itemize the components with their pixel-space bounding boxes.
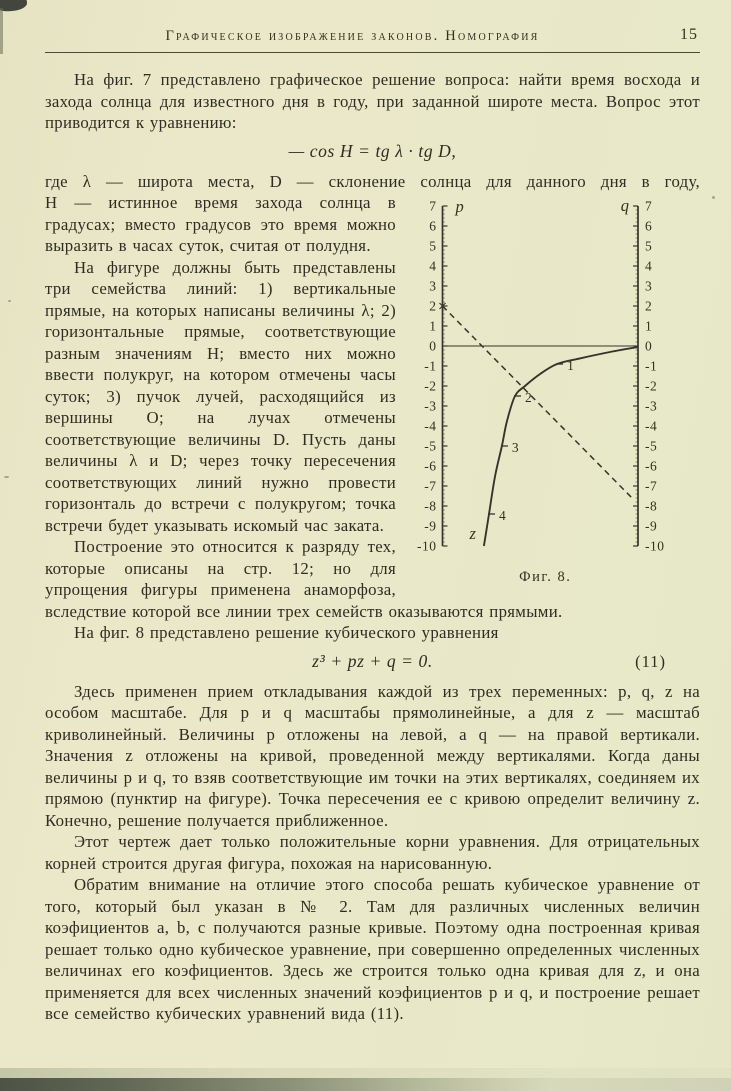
q-axis-tick-label: -7 (645, 478, 658, 494)
page-title: Графическое изображение законов. Номография (165, 28, 540, 44)
q-axis-tick-label: -10 (645, 538, 665, 554)
paper-speck (296, 822, 298, 824)
paragraph-comparison: Обратим внимание на отличие этого способа решать кубическое уравнение от того, который был указан в № 2. Там для различных численных величин коэфициентов a, b, c получаются разные кривые. Поэтому одна построенная кривая решает только одно кубическое уравнение, при совершенно определенных численных величинах его коэфициентов. Здесь же строится только одна кривая для z, и она применяется для всех численных значений коэфициентов p и q, и построение решает все семейство кубических уравнений вида (11). (45, 875, 700, 1023)
q-axis-tick-label: -3 (645, 398, 658, 414)
figure-8-nomogram (405, 194, 730, 591)
q-axis-tick-label: 3 (645, 278, 653, 294)
p-axis-tick-label: 0 (429, 338, 437, 354)
p-axis-tick-label: -2 (424, 378, 437, 394)
p-axis-tick-label: 5 (429, 238, 437, 254)
paper-speck (4, 476, 9, 478)
q-axis-tick-label: -5 (645, 438, 658, 454)
q-axis-tick-label: -4 (645, 418, 658, 434)
z-curve-point-label: 3 (511, 440, 520, 455)
q-axis-tick-label: -2 (645, 378, 658, 394)
scan-corner-smudge (0, 0, 28, 12)
z-curve-point-label: 4 (499, 508, 507, 523)
q-axis-tick-label: 4 (645, 258, 653, 274)
z-curve-point-label: 2 (525, 390, 533, 405)
equation-cubic (45, 651, 700, 672)
scan-bottom-edge (0, 1078, 731, 1091)
q-axis-tick-label: 2 (645, 298, 653, 314)
p-axis-tick-label: 7 (429, 198, 437, 214)
p-axis-tick-label: 3 (429, 278, 437, 294)
paragraph-where-lambda-cont: H — истинное время захода солнца в градусах; вместо градусов это время можно выразить в часах суток, считая от полудня. (45, 193, 396, 255)
q-axis-tick-label: 1 (645, 318, 653, 334)
p-axis-tick-label: -1 (424, 358, 437, 374)
p-axis-tick-label: -4 (424, 418, 437, 434)
p-axis-tick-label: -6 (424, 458, 437, 474)
q-axis-tick-label: 5 (645, 238, 653, 254)
q-axis-tick-label: -9 (645, 518, 658, 534)
q-axis-label: q (620, 196, 629, 215)
paragraph-where-lambda: где λ — широта места, D — склонение солнца для данного дня в году, (45, 171, 700, 191)
p-axis-tick-label: 1 (429, 318, 437, 334)
p-axis-tick-label: -5 (424, 438, 437, 454)
paragraph-fig7-intro: На фиг. 7 представлено графическое решение вопроса: найти время восхода и захода солнца для известного дня в году, при заданной широте места. Вопрос этот приводится к уравнению: (45, 70, 700, 132)
paragraph-scales: Здесь применен прием откладывания каждой из трех переменных: p, q, z на особом масштабе. Для p и q масштабы прямолинейные, а для z — масштаб криволинейный. Величины p отложены на левой, а q — на правой вертикали. Значения z отложены на кривой, проведенной между вертикалями. Когда даны величины p и q, то взяв соответствующие им точки на этих вертикалях, соединяем их прямою (пунктир на фигуре). Точка пересечения ее с кривою определит величину z. Конечно, решение получается приближенное. (45, 681, 700, 830)
paragraph-positive-roots: Этот чертеж дает только положительные корни уравнения. Для отрицательных корней строится другая фигура, похожая на нарисованную. (45, 832, 700, 873)
scan-bottom-fade (0, 1068, 731, 1078)
p-axis-tick-label: 6 (429, 218, 437, 234)
paragraph-anamorphosis: Построение это относится к разряду тех, которые описаны на стр. 12; но для упрощения фигуры применена анаморфоза, вследствие которой все линии трех семейств оказываются прямыми. (45, 537, 563, 621)
p-axis-tick-label: -10 (417, 538, 437, 554)
z-curve-point-label: 1 (567, 358, 575, 373)
paragraph-fig8-intro: На фиг. 8 представлено решение кубического уравнения (74, 623, 499, 642)
paper-speck (712, 196, 715, 199)
equation-cubic-body: z³ + pz + q = 0. (312, 650, 433, 671)
running-head (45, 24, 700, 53)
dashed-example-line (443, 306, 635, 500)
equation-sunset: — cos H = tg λ · tg D, (288, 140, 457, 161)
paragraph-three-families: На фигуре должны быть представлены три семейства линий: 1) вертикальные прямые, на которых написаны величины λ; 2) горизонтальные прямые, соответствующие разным значениям H; вместо них можно ввести полукруг, на котором отмечены часы суток; 3) пучок лучей, расходящийся из вершины O; на лучах отмечены соответствующие величины D. Пусть даны величины λ и D; через точку пересечения соответствующих линий нужно провести горизонталь до встречи с полукругом; точка встречи будет указывать искомый час заката. (45, 257, 396, 535)
scan-left-edge (0, 8, 3, 54)
q-axis-tick-label: 0 (645, 338, 653, 354)
figure-8-svg (405, 194, 730, 591)
p-axis-tick-label: 2 (429, 298, 437, 314)
equation-number: (11) (635, 651, 666, 671)
p-axis-tick-label: -3 (424, 398, 437, 414)
p-axis-tick-label: -8 (424, 498, 437, 514)
q-axis-tick-label: 6 (645, 218, 653, 234)
paper-speck (8, 300, 11, 302)
p-axis-tick-label: -9 (424, 518, 437, 534)
p-axis-tick-label: 4 (429, 258, 437, 274)
q-axis-tick-label: -6 (645, 458, 658, 474)
page-number: 15 (680, 26, 698, 43)
page-content (45, 24, 700, 1025)
q-axis-tick-label: -8 (645, 498, 658, 514)
p-axis-tick-label: -7 (424, 478, 437, 494)
figure-caption: Фиг. 8. (519, 569, 572, 585)
z-curve-label: z (469, 524, 476, 543)
p-axis-label: p (455, 197, 464, 216)
q-axis-tick-label: 7 (645, 198, 653, 214)
q-axis-tick-label: -1 (645, 358, 658, 374)
